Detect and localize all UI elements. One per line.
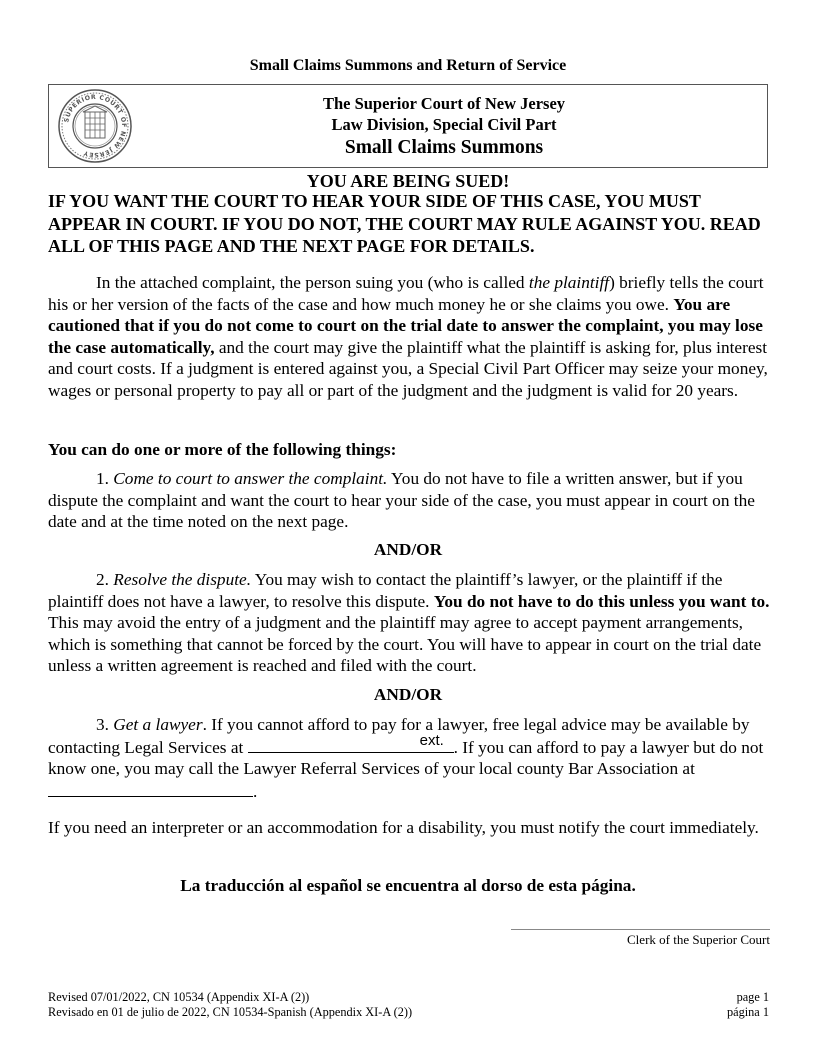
footer xyxy=(48,990,769,1020)
revision-spanish: Revisado en 01 de julio de 2022, CN 10534-Spanish (Appendix XI-A (2)) xyxy=(48,1005,413,1019)
page-number-english: page 1 xyxy=(736,990,769,1004)
and-or-separator: AND/OR xyxy=(373,540,443,559)
warning-text: IF YOU WANT THE COURT TO HEAR YOUR SIDE OF THIS CASE, YOU MUST APPEAR IN COURT. IF YOU DO NOT, THE COURT MAY RULE AGAINST YOU. READ ALL OF THIS PAGE AND THE NEXT PAGE FOR DETAILS. xyxy=(48,191,761,256)
clerk-label: Clerk of the Superior Court xyxy=(627,932,770,947)
court-header-box xyxy=(48,84,768,168)
option-text: . If you can afford to pay a lawyer but do not know one, you may call the Lawyer Referral Services of your local county Bar Association at xyxy=(48,737,764,778)
ext-label: ext. xyxy=(419,731,444,749)
page-title: Small Claims Summons and Return of Service xyxy=(249,57,567,74)
option-2 xyxy=(48,569,772,677)
option-title: Come to court to answer the complaint. xyxy=(113,469,388,488)
options-heading: You can do one or more of the following things: xyxy=(48,440,397,459)
court-division: Law Division, Special Civil Part xyxy=(331,115,557,134)
legal-services-phone-field[interactable] xyxy=(248,731,454,753)
and-or-separator: AND/OR xyxy=(373,685,443,704)
intro-paragraph xyxy=(48,272,772,401)
svg-text:SUPERIOR COURT OF NEW JERSEY: SUPERIOR COURT OF NEW JERSEY xyxy=(63,93,128,159)
sued-heading: YOU ARE BEING SUED! xyxy=(306,171,510,191)
option-text: This may avoid the entry of a judgment and the plaintiff may agree to accept payment arrangements, which is something that cannot be forced by the court. You will have to appear in court on the trial date unless a written agreement is reached and filed with the court. xyxy=(48,613,762,675)
intro-text: In the attached complaint, the person suing you (who is called xyxy=(96,273,529,292)
option-3 xyxy=(48,714,772,802)
option-number: 3. xyxy=(96,715,114,734)
option-text: You may wish to contact the plaintiff’s lawyer, or the plaintiff if the plaintiff does not have a lawyer, to resolve this dispute. xyxy=(48,570,723,611)
option-text: . If you cannot afford to pay for a lawyer, free legal advice may be available by contacting Legal Services at xyxy=(48,715,750,757)
option-bold-text: You do not have to do this unless you want to. xyxy=(433,591,770,611)
revision-english: Revised 07/01/2022, CN 10534 (Appendix XI-A (2)) xyxy=(48,990,310,1004)
option-text: You do not have to file a written answer, but if you dispute the complaint and want the court to hear your side of the case, you must appear in court on the date and at the time noted on the next page. xyxy=(48,469,755,531)
spanish-translation-note: La traducción al español se encuentra al dorso de esta página. xyxy=(180,876,636,895)
court-name: The Superior Court of New Jersey xyxy=(322,94,566,113)
page-number-spanish: página 1 xyxy=(726,1005,769,1019)
intro-text: and the court may give the plaintiff what the plaintiff is asking for, plus interest and court costs. If a judgment is entered against you, a Special Civil Part Officer may seize your money, wages or personal property to pay all or part of the judgment and the judgment is valid for 20 years. xyxy=(48,337,768,400)
option-title: Get a lawyer xyxy=(113,715,203,734)
bar-association-phone-field[interactable] xyxy=(48,780,253,797)
option-text: . xyxy=(253,781,258,801)
option-number: 2. xyxy=(96,570,114,589)
intro-text: ) briefly tells the court his or her version of the facts of the case and how much money he or she claims you owe. xyxy=(48,273,764,314)
option-1 xyxy=(48,468,772,533)
document-title: Small Claims Summons xyxy=(344,137,544,158)
option-title: Resolve the dispute. xyxy=(113,570,252,589)
plaintiff-term: the plaintiff xyxy=(528,273,610,292)
caution-text: You are cautioned that if you do not come to court on the trial date to answer the complaint, you may lose the case automatically, xyxy=(48,294,763,357)
interpreter-notice: If you need an interpreter or an accommodation for a disability, you must notify the court immediately. xyxy=(48,818,759,837)
clerk-signature-line[interactable] xyxy=(511,929,770,930)
option-number: 1. xyxy=(96,469,114,488)
